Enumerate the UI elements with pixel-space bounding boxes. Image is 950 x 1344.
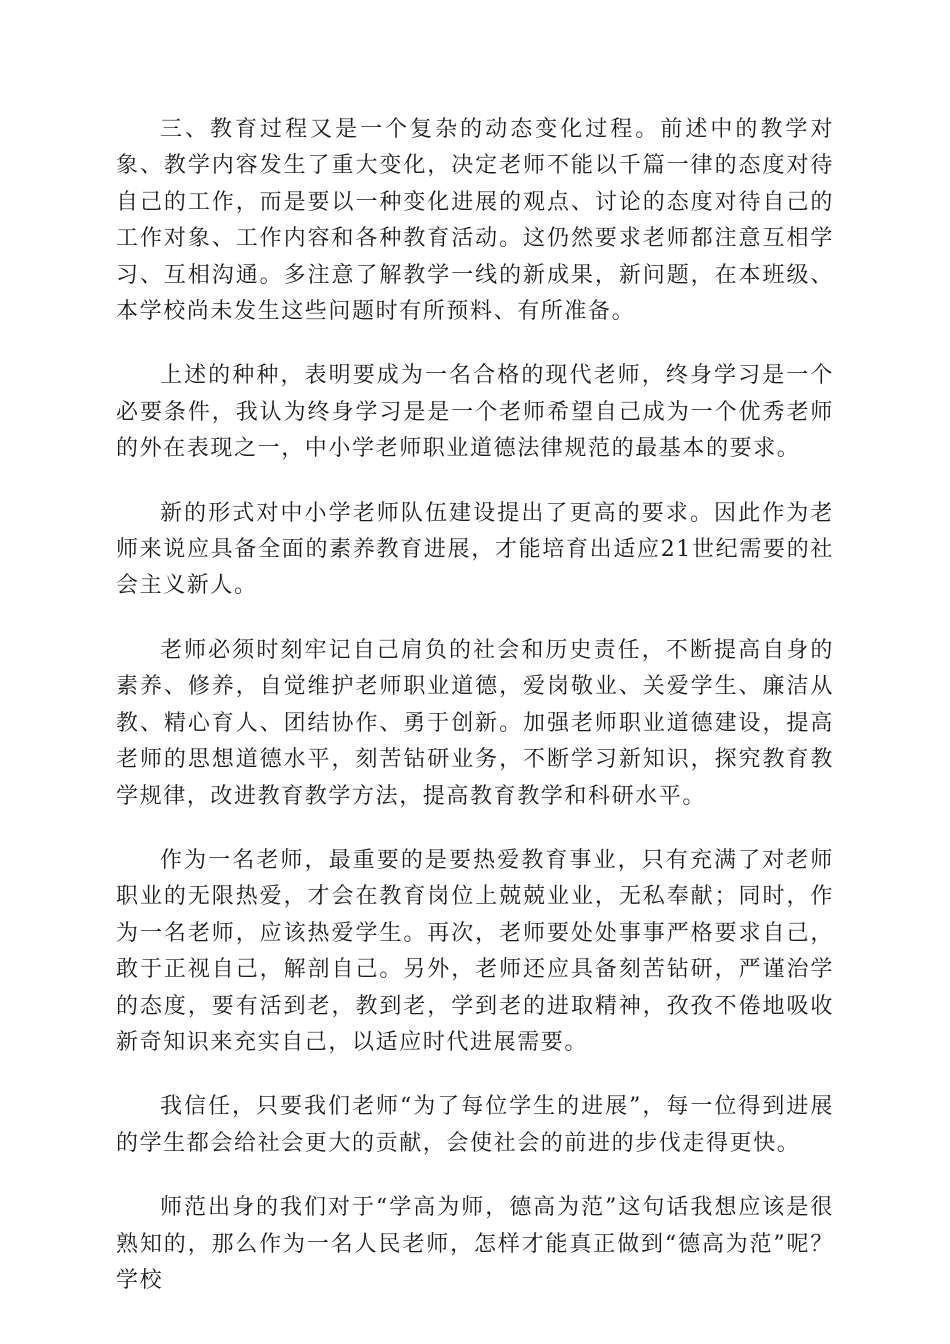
document-body	[116, 112, 834, 1299]
paragraph-new-requirements: 新的形式对中小学老师队伍建设提出了更高的要求。因此作为老师来说应具备全面的素养教育进展，才能培育出适应21世纪需要的社会主义新人。	[116, 500, 834, 599]
paragraph-love-education: 作为一名老师，最重要的是要热爱教育事业，只有充满了对老师职业的无限热爱，才会在教育岗位上兢兢业业，无私奉献；同时，作为一名老师，应该热爱学生。再次，老师要处处事事严格要求自己，敢于正视自己，解剖自己。另外，老师还应具备刻苦钻研，严谨治学的态度，要有活到老，教到老，学到老的进取精神，孜孜不倦地吸收新奇知识来充实自己，以适应时代进展需要。	[116, 847, 834, 1055]
paragraph-education-process: 三、教育过程又是一个复杂的动态变化过程。前述中的教学对象、教学内容发生了重大变化，决定老师不能以千篇一律的态度对待自己的工作，而是要以一种变化进展的观点、讨论的态度对待自己的工作对象、工作内容和各种教育活动。这仍然要求老师都注意互相学习、互相沟通。多注意了解教学一线的新成果，新问题，在本班级、本学校尚未发生这些问题时有所预料、有所准备。	[116, 117, 834, 325]
paragraph-teacher-responsibility: 老师必须时刻牢记自己肩负的社会和历史责任，不断提高自身的素养、修养，自觉维护老师职业道德，爱岗敬业、关爱学生、廉洁从教、精心育人、团结协作、勇于创新。加强老师职业道德建设，提高老师的思想道德水平，刻苦钻研业务，不断学习新知识，探究教育教学规律，改进教育教学方法，提高教育教学和科研水平。	[116, 637, 834, 809]
paragraph-lifelong-learning: 上述的种种，表明要成为一名合格的现代老师，终身学习是一个必要条件，我认为终身学习是是一个老师希望自己成为一个优秀老师的外在表现之一，中小学老师职业道德法律规范的最基本的要求。	[116, 363, 834, 462]
paragraph-student-development: 我信任，只要我们老师“为了每位学生的进展”，每一位得到进展的学生都会给社会更大的贡献，会使社会的前进的步伐走得更快。	[116, 1094, 834, 1156]
paragraph-virtue-model: 师范出身的我们对于“学高为师，德高为范”这句话我想应该是很熟知的，那么作为一名人民老师，怎样才能真正做到“德高为范”呢？学校	[116, 1195, 834, 1293]
